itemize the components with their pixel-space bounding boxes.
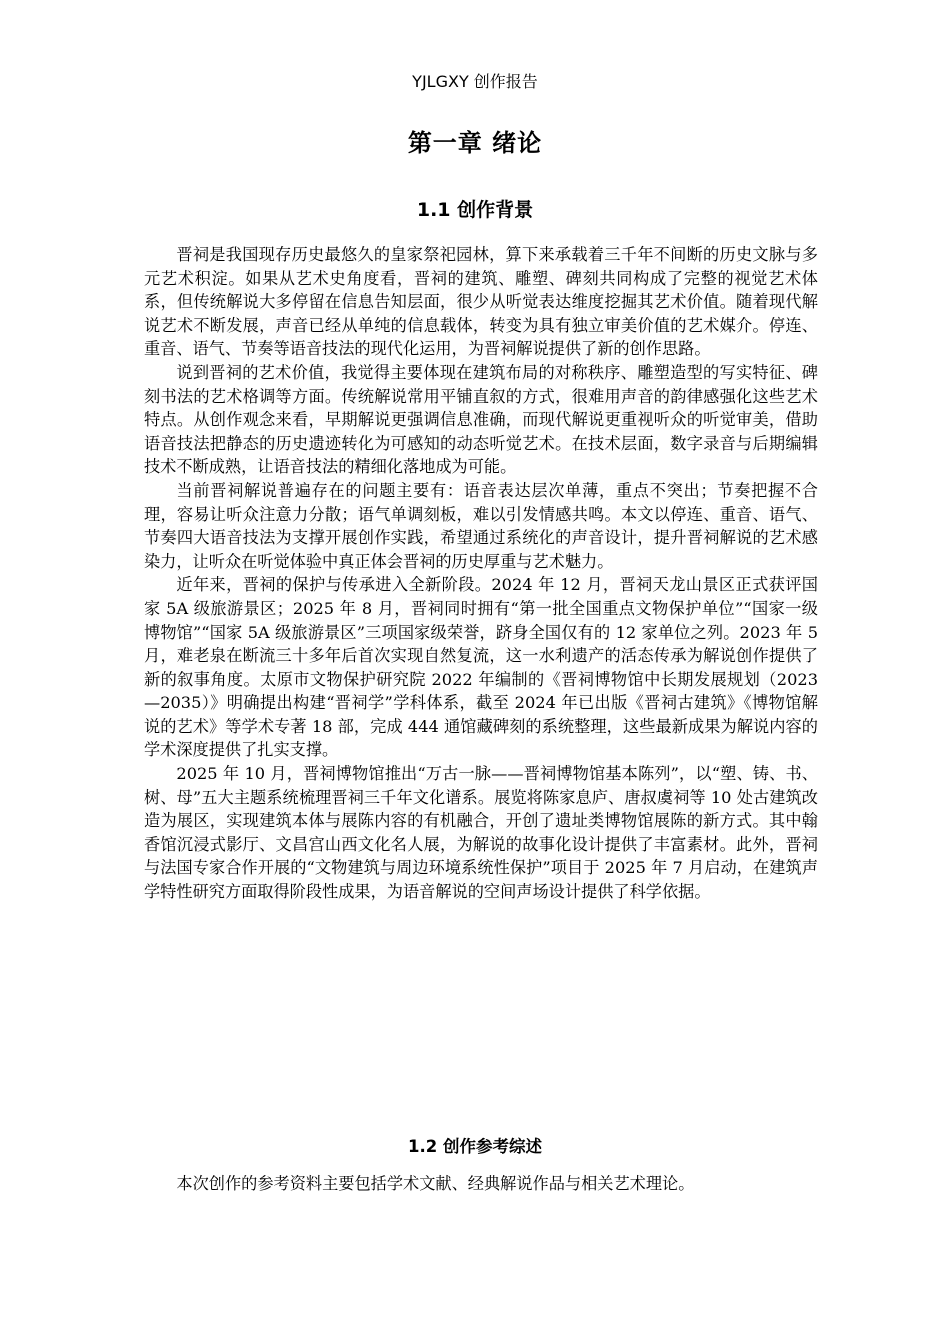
paragraph: 说到晋祠的艺术价值，我觉得主要体现在建筑布局的对称秩序、雕塑造型的写实特征、碑刻书法的艺术格调等方面。传统解说常用平铺直叙的方式，很难用声音的韵律感强化这些艺术特点。从创作观念来看，早期解说更强调信息准确，而现代解说更重视听众的听觉审美，借助语音技法把静态的历史遗迹转化为可感知的动态听觉艺术。在技术层面，数字录音与后期编辑技术不断成熟，让语音技法的精细化落地成为可能。 xyxy=(144,362,818,477)
paragraph: 2025 年 10 月，晋祠博物馆推出“万古一脉——晋祠博物馆基本陈列”，以“塑、铸、书、树、母”五大主题系统梳理晋祠三千年文化谱系。展览将陈家息庐、唐叔虞祠等 10 处古建筑改造为展区，实现建筑本体与展陈内容的有机融合，开创了遗址类博物馆展陈的新方式。其中翰香馆沉浸式影厅、文昌宫山西文化名人展，为解说的故事化设计提供了丰富素材。此外，晋祠与法国专家合作开展的“文物建筑与周边环境系统性保护”项目于 2025 年 7 月启动，在建筑声学特性研究方面取得阶段性成果，为语音解说的空间声场设计提供了科学依据。 xyxy=(144,764,818,902)
running-header: YJLGXY 创作报告 xyxy=(412,72,538,91)
section-2-body xyxy=(144,1172,818,1196)
paragraph: 本次创作的参考资料主要包括学术文献、经典解说作品与相关艺术理论。 xyxy=(176,1174,695,1193)
section-title-creation-background: 1.1 创作背景 xyxy=(416,199,534,221)
chapter-title: 第一章 绪论 xyxy=(407,129,543,157)
section-1-body xyxy=(144,243,818,904)
paragraph: 当前晋祠解说普遍存在的问题主要有：语音表达层次单薄，重点不突出；节奏把握不合理，容易让听众注意力分散；语气单调刻板，难以引发情感共鸣。本文以停连、重音、语气、节奏四大语音技法为支撑开展创作实践，希望通过系统化的声音设计，提升晋祠解说的艺术感染力，让听众在听觉体验中真正体会晋祠的历史厚重与艺术魅力。 xyxy=(144,480,818,571)
section-title-reference-review: 1.2 创作参考综述 xyxy=(408,1137,542,1156)
paragraph: 近年来，晋祠的保护与传承进入全新阶段。2024 年 12 月，晋祠天龙山景区正式获评国家 5A 级旅游景区；2025 年 8 月，晋祠同时拥有“第一批全国重点文物保护单位”“国家一级博物馆”“国家 5A 级旅游景区”三项国家级荣誉，跻身全国仅有的 12 家单位之列。2023 年 5 月，难老泉在断流三十多年后首次实现自然复流，这一水利遗产的活态传承为解说创作提供了新的叙事角度。太原市文物保护研究院 2022 年编制的《晋祠博物馆中长期发展规划（2023—2035）》明确提出构建“晋祠学”学科体系，截至 2024 年已出版《晋祠古建筑》《博物馆解说的艺术》等学术专著 18 部，完成 444 通馆藏碑刻的系统整理，这些最新成果为解说内容的学术深度提供了扎实支撑。 xyxy=(144,575,818,760)
paragraph: 晋祠是我国现存历史最悠久的皇家祭祀园林，算下来承载着三千年不间断的历史文脉与多元艺术积淀。如果从艺术史角度看，晋祠的建筑、雕塑、碑刻共同构成了完整的视觉艺术体系，但传统解说大多停留在信息告知层面，很少从听觉表达维度挖掘其艺术价值。随着现代解说艺术不断发展，声音已经从单纯的信息载体，转变为具有独立审美价值的艺术媒介。停连、重音、语气、节奏等语音技法的现代化运用，为晋祠解说提供了新的创作思路。 xyxy=(144,245,818,359)
